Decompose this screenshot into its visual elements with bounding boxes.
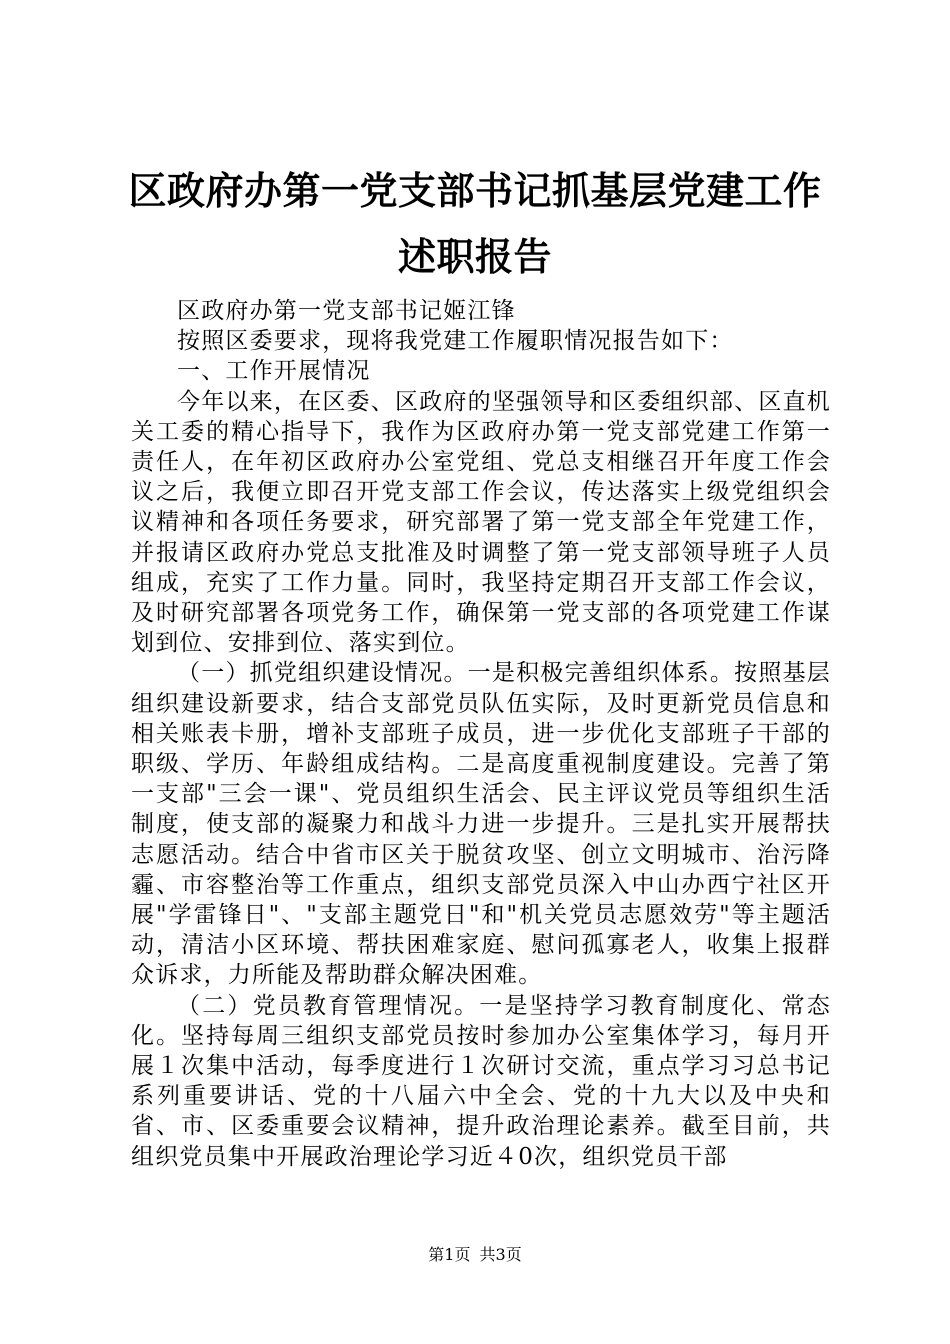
section-heading: 一、工作开展情况 [177,358,371,385]
page-total: 共3页 [479,1245,522,1264]
body-paragraph: （二）党员教育管理情况。一是坚持学习教育制度化、常态化。坚持每周三组织支部党员按时参加办公室集体学习，每月开展１次集中活动，每季度进行１次研讨交流，重点学习习总书记系列重要讲话、党的十八届六中全会、党的十九大以及中央和省、市、区委重要会议精神，提升政治理论素养。截至目前，共组织党员集中开展政治理论学习近４0次，组织党员干部 [131,992,831,1170]
document-body [131,296,831,1172]
intro-paragraph: 按照区委要求，现将我党建工作履职情况报告如下： [177,328,734,355]
page-number: 第1页 [428,1245,471,1264]
author-line: 区政府办第一党支部书记姬江锋 [177,298,516,324]
document-title: 区政府办第一党支部书记抓基层党建工作述职报告 [128,168,822,279]
body-paragraph: 今年以来，在区委、区政府的坚强领导和区委组织部、区直机关工委的精心指导下，我作为区政府办第一党支部党建工作第一责任人，在年初区政府办公室党组、党总支相继召开年度工作会议之后，我便立即召开党支部工作会议，传达落实上级党组织会议精神和各项任务要求，研究部署了第一党支部全年党建工作，并报请区政府办党总支批准及时调整了第一党支部领导班子人员组成，充实了工作力量。同时，我坚持定期召开支部工作会议，及时研究部署各项党务工作，确保第一党支部的各项党建工作谋划到位、安排到位、落实到位。 [131,388,831,657]
page-footer [0,1244,950,1266]
body-paragraph: （一）抓党组织建设情况。一是积极完善组织体系。按照基层组织建设新要求，结合支部党员队伍实际，及时更新党员信息和相关账表卡册，增补支部班子成员，进一步优化支部班子干部的职级、学历、年龄组成结构。二是高度重视制度建设。完善了第一支部"三会一课"、党员组织生活会、民主评议党员等组织生活制度，使支部的凝聚力和战斗力进一步提升。三是扎实开展帮扶志愿活动。结合中省市区关于脱贫攻坚、创立文明城市、治污降霾、市容整治等工作重点，组织支部党员深入中山办西宁社区开展"学雷锋日"、"支部主题党日"和"机关党员志愿效劳"等主题活动，清洁小区环境、帮扶困难家庭、慰问孤寡老人，收集上报群众诉求，力所能及帮助群众解决困难。 [131,660,831,989]
